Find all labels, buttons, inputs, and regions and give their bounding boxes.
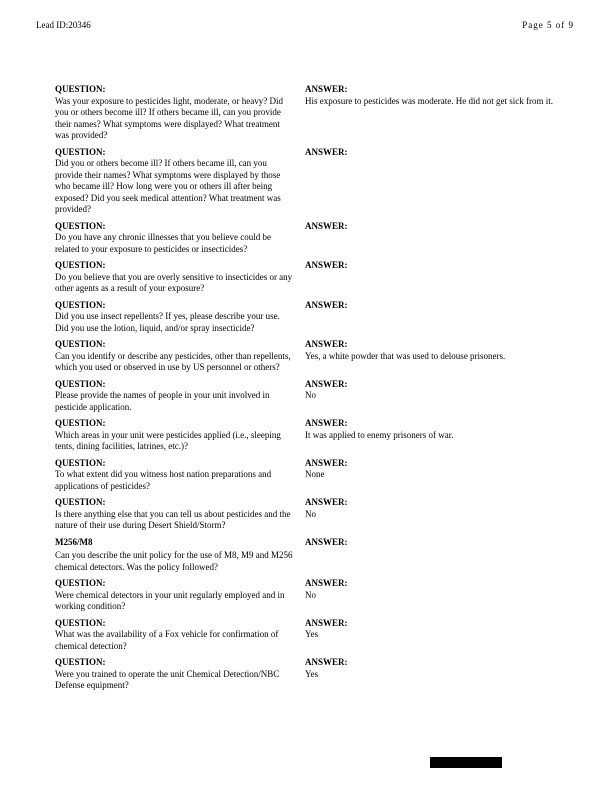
redaction-bar <box>430 757 502 768</box>
answer-label: ANSWER: <box>305 339 348 349</box>
answer-text: Yes, a white powder that was used to delouse prisoners. <box>305 350 506 361</box>
qa-row <box>55 84 574 142</box>
qa-row <box>55 418 574 453</box>
qa-row <box>55 260 574 295</box>
question-text: To what extent did you witness host nation preparations and applications of pesticides? <box>55 469 272 491</box>
question-label: QUESTION: <box>55 220 106 231</box>
answer-label: ANSWER: <box>305 378 348 389</box>
question-text: Which areas in your unit were pesticides applied (i.e., sleeping tents, dining facilities, latrines, etc.)? <box>55 429 281 451</box>
qa-row <box>55 339 574 374</box>
answer-text: It was applied to enemy prisoners of war. <box>305 429 454 440</box>
answer-label: ANSWER: <box>305 617 348 628</box>
question-text: Can you describe the unit policy for the use of M8, M9 and M256 chemical detectors. Was the policy followed? <box>55 550 293 572</box>
question-text: What was the availability of a Fox vehicle for confirmation of chemical detection? <box>55 629 279 651</box>
answer-label: ANSWER: <box>305 497 348 507</box>
question-label: QUESTION: <box>55 418 106 428</box>
page-header <box>36 20 574 31</box>
answer-text: No <box>305 390 316 400</box>
answer-label: ANSWER: <box>305 418 348 428</box>
question-label: QUESTION: <box>55 457 106 468</box>
question-label: QUESTION: <box>55 339 106 349</box>
answer-label: ANSWER: <box>305 578 348 588</box>
question-label: QUESTION: <box>55 378 106 389</box>
lead-id: Lead ID:20346 <box>36 20 91 30</box>
answer-label: ANSWER: <box>305 457 348 468</box>
question-text: Do you have any chronic illnesses that you believe could be related to your exposure to pesticides or insecticides? <box>55 232 271 254</box>
qa-row <box>55 458 574 493</box>
question-label: QUESTION: <box>55 617 106 628</box>
question-label: QUESTION: <box>55 578 106 588</box>
answer-text: His exposure to pesticides was moderate. He did not get sick from it. <box>305 95 553 106</box>
section-heading-m256-m8: M256/M8 <box>55 536 93 547</box>
answer-label: ANSWER: <box>305 657 348 667</box>
question-label: QUESTION: <box>55 497 106 507</box>
question-label: QUESTION: <box>55 299 106 310</box>
question-label: QUESTION: <box>55 657 106 667</box>
question-text: Did you use insect repellents? If yes, please describe your use. Did you use the lotion, liquid, and/or spray insecticide? <box>55 311 280 333</box>
qa-row <box>55 300 574 335</box>
qa-row <box>55 221 574 256</box>
answer-label: ANSWER: <box>305 260 348 270</box>
qa-row <box>55 618 574 653</box>
answer-label: ANSWER: <box>305 536 348 547</box>
qa-row <box>55 379 574 414</box>
question-text: Were you trained to operate the unit Chemical Detection/NBC Defense equipment? <box>55 668 280 690</box>
question-text: Can you identify or describe any pesticides, other than repellents, which you used or observed in use by US personnel or others? <box>55 350 291 372</box>
answer-text: No <box>305 589 316 600</box>
qa-row <box>55 578 574 613</box>
question-text: Did you or others become ill? If others became ill, can you provide their names? What symptoms were displayed by those who became ill? How long were you or others ill after being exposed? Did you seek medical attention? What treatment was provided? <box>55 158 281 214</box>
question-text: Was your exposure to pesticides light, moderate, or heavy? Did you or others become ill? If others became ill, can you provide their names? What symptoms were displayed? What treatment was provided? <box>55 95 283 140</box>
question-label: QUESTION: <box>55 260 106 270</box>
answer-text: Yes <box>305 629 319 639</box>
answer-label: ANSWER: <box>305 146 348 157</box>
qa-row <box>55 147 574 216</box>
answer-label: ANSWER: <box>305 299 348 310</box>
answer-text: No <box>305 508 316 519</box>
answer-text: Yes <box>305 668 319 679</box>
question-text: Is there anything else that you can tell us about pesticides and the nature of their use during Desert Shield/Storm? <box>55 508 291 530</box>
question-label: QUESTION: <box>55 146 106 157</box>
question-text: Please provide the names of people in your unit involved in pesticide application. <box>55 390 270 412</box>
question-text: Do you believe that you are overly sensitive to insecticides or any other agents as a result of your exposure? <box>55 271 293 293</box>
answer-label: ANSWER: <box>305 84 348 94</box>
question-label: QUESTION: <box>55 84 106 94</box>
answer-text: None <box>305 469 325 479</box>
page-number: Page 5 of 9 <box>522 20 574 30</box>
qa-table <box>55 84 574 697</box>
qa-row-with-section <box>55 537 574 574</box>
question-text: Were chemical detectors in your unit regularly employed and in working condition? <box>55 589 285 611</box>
answer-label: ANSWER: <box>305 220 348 231</box>
qa-row <box>55 657 574 692</box>
qa-row <box>55 497 574 532</box>
